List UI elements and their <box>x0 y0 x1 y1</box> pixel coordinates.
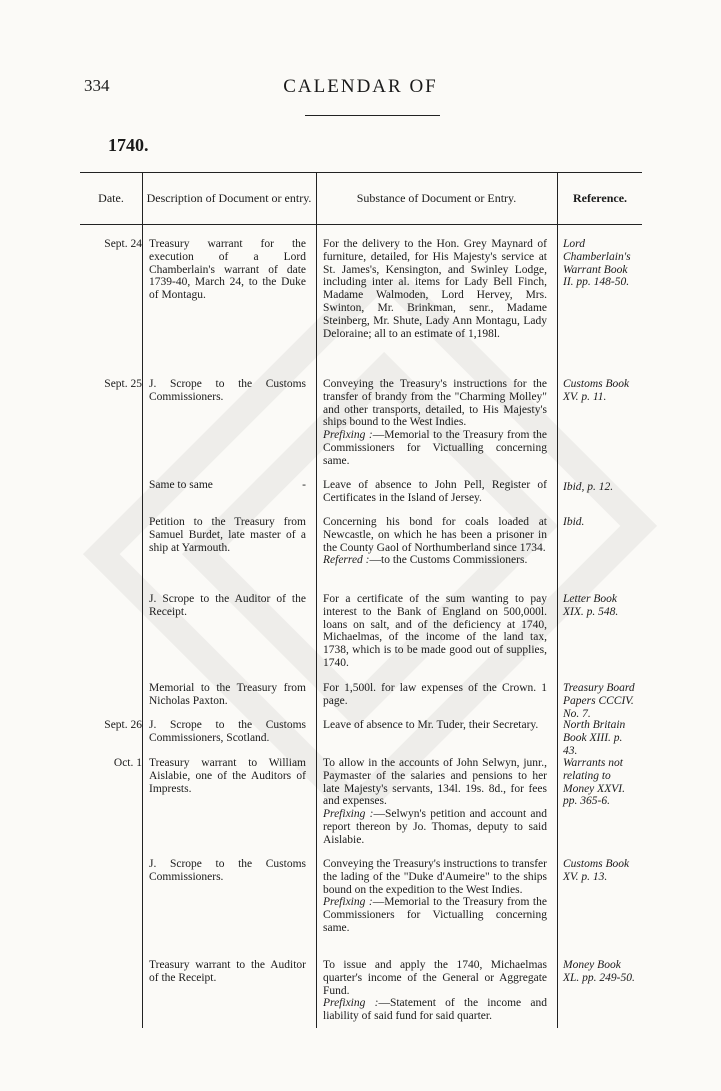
entry-substance: For 1,500l. for law expenses of the Crown. 1 page. <box>323 682 547 707</box>
entry-description: J. Scrope to the Auditor of the Receipt. <box>149 593 306 618</box>
entry-description: Treasury warrant for the execution of a Lord Chamberlain's warrant of date 1739-40, March 24, to the Duke of Montagu. <box>149 238 306 302</box>
note-text: —to the Customs Commissioners. <box>369 554 528 567</box>
note-text: —Selwyn's petition and account and report thereon by Jo. Thomas, deputy to said Aislabie. <box>323 808 547 846</box>
column-divider <box>316 172 317 1028</box>
col-header-description: Description of Document or entry. <box>146 190 312 205</box>
entry-reference: Letter Book XIX. p. 548. <box>563 593 619 618</box>
description-text: Same to same <box>149 479 213 491</box>
entry-reference: Warrants not relating to Money XXVI. pp. 365-6. <box>563 757 625 808</box>
entry-substance: Leave of absence to John Pell, Register of Certificates in the Island of Jersey. <box>323 479 547 504</box>
entry-reference: Ibid. <box>563 516 585 528</box>
entry-description: J. Scrope to the Customs Commissioners. <box>149 858 306 883</box>
col-header-substance: Substance of Document or Entry. <box>356 190 517 205</box>
entry-note <box>323 896 547 934</box>
title-rule <box>305 115 440 116</box>
col-header-date: Date. <box>98 190 124 205</box>
note-text: —Statement of the income and liability of said fund for said quarter. <box>323 997 547 1023</box>
entry-date: Sept. 25 <box>104 378 142 390</box>
note-label: Referred : <box>323 554 370 567</box>
entry-substance: For a certificate of the sum wanting to pay interest to the Bank of England on 500,000l. loans on salt, and of the deficiency at 1740, Michaelmas, of the income of the land tax, 1738, which is to be made good out of supplies, 1740. <box>323 593 547 669</box>
note-text: —Memorial to the Treasury from the Commissioners for Victualling concerning same. <box>323 429 547 467</box>
page-number: 334 <box>84 76 110 95</box>
note-label: Prefixing : <box>323 896 373 909</box>
entry-substance <box>323 959 547 1023</box>
entry-description: J. Scrope to the Customs Commissioners, Scotland. <box>149 719 306 744</box>
column-divider <box>142 172 143 1028</box>
substance-text: To allow in the accounts of John Selwyn, junr., Paymaster of the salaries and pensions to her late Majesty's servants, 134l. 19s. 8d., for fees and expenses. <box>323 757 547 808</box>
entry-reference: Customs Book XV. p. 11. <box>563 378 630 403</box>
entry-substance <box>323 516 547 567</box>
section-year: 1740. <box>108 135 149 155</box>
entry-reference: Ibid, p. 12. <box>563 481 614 493</box>
entry-reference: Customs Book XV. p. 13. <box>563 858 630 883</box>
entry-note <box>323 808 547 846</box>
substance-text: Conveying the Treasury's instructions to transfer the lading of the "Duke d'Aumeire" to the ships bound on the expedition to the West Indies. <box>323 858 547 896</box>
entry-reference: North Britain Book XIII. p. 43. <box>563 719 626 757</box>
note-label: Prefixing : <box>323 997 379 1010</box>
entry-description: J. Scrope to the Customs Commissioners. <box>149 378 306 403</box>
entry-note <box>323 429 547 467</box>
entry-reference: Treasury Board Papers CCCIV. No. 7. <box>563 682 635 720</box>
entry-substance <box>323 378 547 468</box>
page-header <box>0 76 721 106</box>
entry-date: Sept. 26 <box>104 719 142 731</box>
entry-substance <box>323 858 547 935</box>
entry-description: Memorial to the Treasury from Nicholas Paxton. <box>149 682 306 707</box>
note-text: —Memorial to the Treasury from the Commissioners for Victualling concerning same. <box>323 896 547 934</box>
entry-description: Petition to the Treasury from Samuel Burdet, late master of a ship at Yarmouth. <box>149 516 306 554</box>
note-label: Prefixing : <box>323 429 373 442</box>
entry-date: Sept. 24 <box>104 238 142 250</box>
entry-description <box>149 479 306 492</box>
calendar-table <box>80 172 642 1032</box>
entry-reference: Money Book XL. pp. 249-50. <box>563 959 635 984</box>
entry-substance <box>323 757 547 847</box>
entry-note <box>323 554 547 567</box>
running-title: CALENDAR OF <box>283 76 438 97</box>
entry-substance: Leave of absence to Mr. Tuder, their Secretary. <box>323 719 539 731</box>
entry-substance: For the delivery to the Hon. Grey Maynard of furniture, detailed, for His Majesty's service at St. James's, Kensington, and Swinley Lodge, including inter al. items for Lady Bell Finch, Madame Walmoden, Lord Hervey, Mrs. Swinton, Mr. Brinkman, senr., Madame Steinberg, Mr. Shute, Lady Ann Montagu, Lady Deloraine; all to an estimate of 1,198l. <box>323 238 547 340</box>
col-header-reference: Reference. <box>572 190 628 205</box>
entry-note <box>323 997 547 1023</box>
substance-text: To issue and apply the 1740, Michaelmas quarter's income of the General or Aggregate Fund. <box>323 959 547 997</box>
entry-description: Treasury warrant to William Aislabie, one of the Auditors of Imprests. <box>149 757 306 795</box>
description-dash: - <box>302 479 306 491</box>
entry-date: Oct. 1 <box>113 757 142 769</box>
entry-reference: Lord Chamberlain's Warrant Book II. pp. 148-50. <box>563 238 631 289</box>
substance-text: Concerning his bond for coals loaded at Newcastle, on which he has been a prisoner in the County Gaol of Northumberland since 1734. <box>323 516 547 554</box>
entry-description: Treasury warrant to the Auditor of the Receipt. <box>149 959 306 984</box>
column-divider <box>557 172 558 1028</box>
substance-text: Conveying the Treasury's instructions for the transfer of brandy from the "Charming Molley" and other transports, detailed, to His Majesty's ships bound to the West Indies. <box>323 378 547 429</box>
note-label: Prefixing : <box>323 808 374 821</box>
